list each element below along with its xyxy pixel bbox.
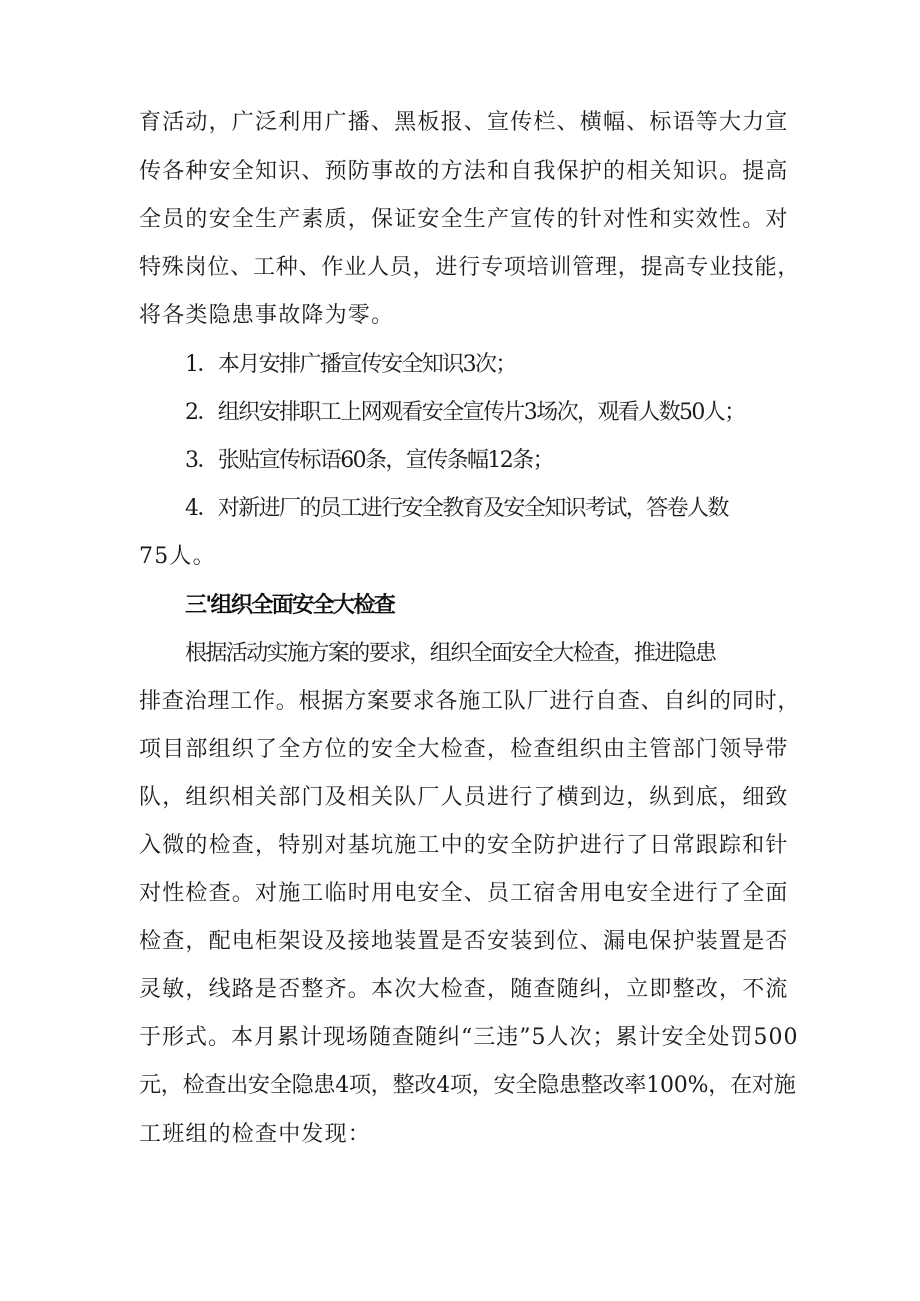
paragraph-line: 项目部组织了全方位的安全大检查，检查组织由主管部门领导带	[139, 737, 789, 762]
list-item: 2．组织安排职工上网观看安全宣传片3场次，观看人数50人；	[185, 400, 745, 425]
paragraph-line: 将各类隐患事故降为零。	[139, 303, 395, 328]
paragraph-line: 传各种安全知识、预防事故的方法和自我保护的相关知识。提高	[139, 159, 789, 184]
paragraph-line: 元，检查出安全隐患4项，整改4项，安全隐患整改率100%，在对施	[139, 1073, 796, 1098]
section-heading: 三'组织全面安全大检查	[185, 593, 395, 618]
list-item: 4．对新进厂的员工进行安全教育及安全知识考试，答卷人数	[185, 496, 728, 521]
paragraph-line: 工班组的检查中发现：	[139, 1122, 372, 1147]
paragraph-line: 育活动，广泛利用广播、黑板报、宣传栏、横幅、标语等大力宣	[139, 110, 789, 135]
paragraph-line: 检查，配电柜架设及接地装置是否安装到位、漏电保护装置是否	[139, 929, 789, 954]
list-item: 1．本月安排广播宣传安全知识3次；	[185, 352, 516, 377]
paragraph-line: 入微的检查，特别对基坑施工中的安全防护进行了日常跟踪和针	[139, 833, 789, 858]
list-item-continuation: 75人。	[139, 544, 216, 569]
paragraph-line: 根据活动实施方案的要求，组织全面安全大检查，推进隐患	[185, 641, 716, 666]
paragraph-line: 队，组织相关部门及相关队厂人员进行了横到边，纵到底，细致	[139, 785, 789, 810]
paragraph-line: 对性检查。对施工临时用电安全、员工宿舍用电安全进行了全面	[139, 881, 789, 906]
paragraph-line: 排查治理工作。根据方案要求各施工队厂进行自查、自纠的同时，	[139, 689, 801, 714]
paragraph-line: 特殊岗位、工种、作业人员，进行专项培训管理，提高专业技能，	[139, 255, 801, 280]
list-item: 3．张贴宣传标语60条，宣传条幅12条；	[185, 448, 553, 473]
paragraph-line: 灵敏，线路是否整齐。本次大检查，随查随纠，立即整改，不流	[139, 977, 789, 1002]
paragraph-line: 全员的安全生产素质，保证安全生产宣传的针对性和实效性。对	[139, 207, 789, 232]
paragraph-line: 于形式。本月累计现场随查随纠“三违”5人次；累计安全处罚500	[139, 1025, 799, 1050]
